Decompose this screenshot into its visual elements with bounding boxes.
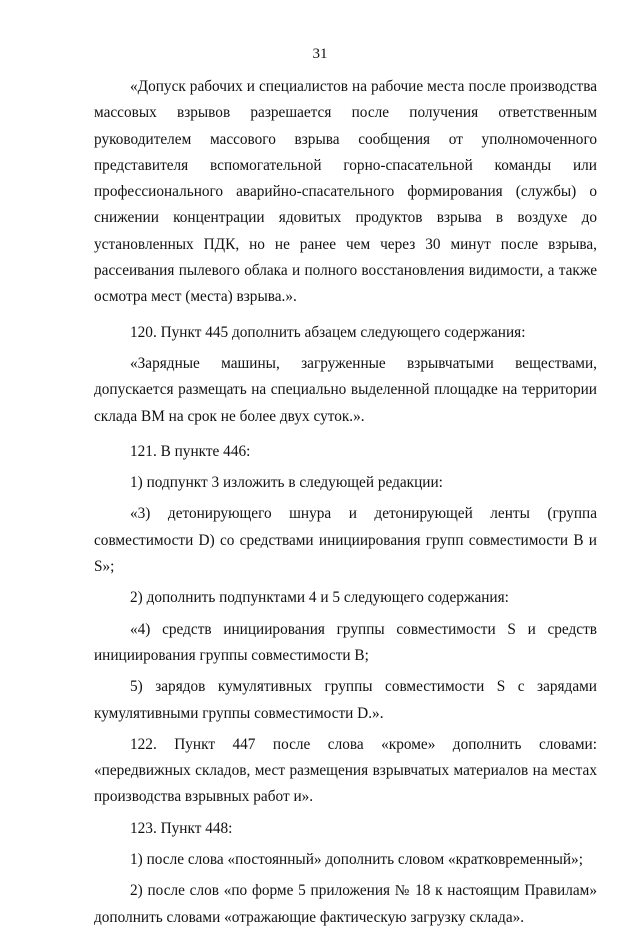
paragraph-subitem-3-text: «3) детонирующего шнура и детонирующей ленты (группа совместимости D) со средствами инициирования групп совместимости B и S»; <box>94 505 597 576</box>
paragraph-subitem-2: 2) дополнить подпунктами 4 и 5 следующего содержания: <box>130 589 509 607</box>
paragraph-item-122: 122. Пункт 447 после слова «кроме» дополнить словами: «передвижных складов, мест размещения взрывчатых материалов на местах производства взрывных работ и». <box>94 735 597 806</box>
paragraph-item-123: 123. Пункт 448: <box>130 819 233 837</box>
paragraph-blasting-access-rule: «Допуск рабочих и специалистов на рабочие места после производства массовых взрывов разрешается после получения ответственным руководителем массового взрыва сообщения от уполномоченного представителя вспомогательной горно-спасательной команды или профессионального аварийно-спасательного формирования (службы) о снижении концентрации ядовитых продуктов взрыва в воздухе до установленных ПДК, но не ранее чем через 30 минут после взрыва, рассеивания пылевого облака и полного восстановления видимости, а также осмотра мест (места) взрыва.». <box>94 78 597 306</box>
paragraph-item-123-subitem-2: 2) после слов «по форме 5 приложения № 18 к настоящим Правилам» дополнить словами «отражающие фактическую загрузку склада». <box>94 882 597 926</box>
paragraph-charging-machines: «Зарядные машины, загруженные взрывчатыми веществами, допускается размещать на специально выделенной площадке на территории склада ВМ на срок не более двух суток.». <box>94 354 597 425</box>
page-number: 31 <box>312 46 328 62</box>
paragraph-subitem-5-text: 5) зарядов кумулятивных группы совместимости S с зарядами кумулятивными группы совместимости D.». <box>94 678 597 722</box>
paragraph-item-123-subitem-1: 1) после слова «постоянный» дополнить словом «кратковременный»; <box>130 851 583 869</box>
document-body <box>94 74 597 931</box>
paragraph-subitem-1: 1) подпункт 3 изложить в следующей редакции: <box>130 474 443 492</box>
paragraph-item-121: 121. В пункте 446: <box>130 442 251 460</box>
paragraph-item-120: 120. Пункт 445 дополнить абзацем следующего содержания: <box>130 323 526 341</box>
paragraph-subitem-4-text: «4) средств инициирования группы совместимости S и средств инициирования группы совместимости B; <box>94 620 597 664</box>
